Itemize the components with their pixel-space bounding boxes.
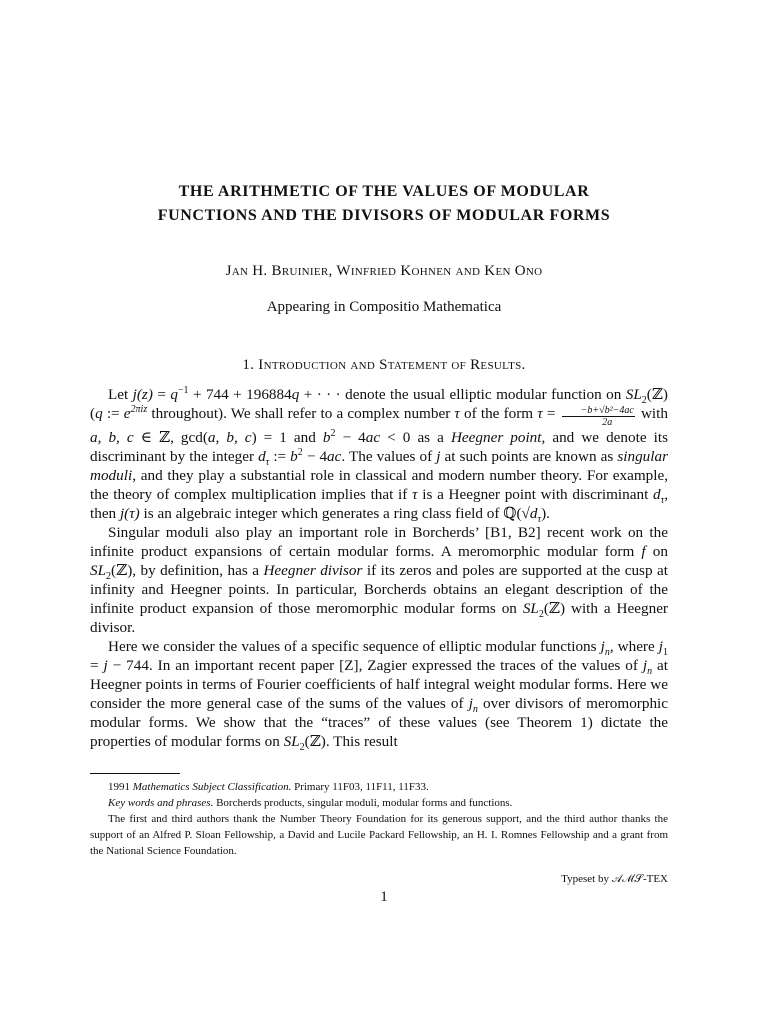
term-heegner-point: Heegner point: [450, 429, 542, 446]
text: Here we consider the values of a specific sequence of elliptic modular functions: [108, 638, 601, 655]
fraction-numerator: −b+√b²−4ac: [562, 405, 635, 417]
text: throughout). We shall refer to a complex number: [147, 405, 455, 422]
text: − 4: [302, 448, 328, 465]
page-number: 1: [380, 889, 388, 905]
text: < 0 as a: [380, 429, 451, 446]
body-text: [90, 384, 668, 754]
text: ).: [541, 505, 550, 522]
typeset-note: Typeset by 𝒜ℳ𝒮-TEX: [561, 873, 668, 885]
math: SL: [90, 562, 107, 579]
paragraph-3: [90, 637, 668, 754]
text: (ℤ), by definition, has a: [111, 562, 264, 579]
math: j: [600, 638, 605, 655]
math: j(z): [132, 386, 153, 403]
text: − 744. In an important recent paper [Z], Zagier expressed the traces of the values of: [107, 657, 643, 674]
paragraph-2: [90, 523, 668, 637]
footnote-label: Mathematics Subject Classification.: [132, 781, 292, 793]
math-subscript: 2: [538, 609, 544, 621]
text: Borcherds products, singular moduli, modular forms and functions.: [213, 797, 513, 809]
term-heegner-divisor: Heegner divisor: [263, 562, 363, 579]
math-subscript: τ: [537, 514, 542, 526]
text: + 744 + 196884: [188, 386, 292, 403]
math-subscript: 1: [663, 647, 668, 659]
text: =: [152, 386, 171, 403]
footnote-divider: [90, 773, 180, 774]
text: Singular moduli also play an important role in Borcherds’ [B1, B2] recent work on the infinite product expansions of certain modular forms. A meromorphic modular form: [90, 524, 668, 560]
text: (ℤ) (: [90, 386, 668, 422]
math: d: [529, 505, 538, 522]
text: , then: [90, 486, 668, 522]
math: q: [291, 386, 300, 403]
math: q: [170, 386, 178, 403]
text: ) = 1 and: [251, 429, 323, 446]
text: − 4: [335, 429, 366, 446]
math-subscript: 2: [641, 395, 647, 407]
fraction: [562, 405, 635, 428]
math-subscript: n: [647, 666, 653, 678]
text: of the form: [459, 405, 538, 422]
math-subscript: n: [604, 647, 610, 659]
text: , and they play a substantial role in classical and modern number theory. For example, the theory of complex multiplication implies that if: [90, 467, 668, 503]
math: j: [436, 448, 441, 465]
publication-note: Appearing in Compositio Mathematica: [266, 299, 502, 315]
text: :=: [102, 405, 124, 422]
math-exponent: 2: [330, 427, 336, 439]
text: + · · · denote the usual elliptic modular function on: [299, 386, 626, 403]
text: , and we denote its discriminant by the integer: [90, 429, 668, 465]
math: f: [641, 543, 646, 560]
text: on: [645, 543, 668, 560]
fraction-denominator: 2a: [602, 417, 613, 428]
text: at such points are known as: [440, 448, 618, 465]
math: SL: [625, 386, 642, 403]
math: τ: [454, 405, 460, 422]
math: d: [258, 448, 266, 465]
author-list: Jan H. Bruinier, Winfried Kohnen and Ken Ono: [225, 263, 543, 279]
text: with: [636, 405, 668, 422]
section-heading: 1. Introduction and Statement of Results.: [242, 357, 526, 373]
math: j: [103, 657, 108, 674]
math: e: [123, 405, 131, 422]
text: if its zeros and poles are supported at the cusp at infinity and Heegner points. In particular, Borcherds obtains an elegant description of the infinite product expansion of those meromorphic modular forms on: [90, 562, 668, 617]
math: j: [468, 695, 473, 712]
math: τ: [537, 405, 543, 422]
math: SL: [522, 600, 539, 617]
text: . The values of: [341, 448, 437, 465]
footnote-keywords: [90, 795, 668, 811]
text: over divisors of meromorphic modular forms. We show that the “traces” of these values (see Theorem 1) dictate the properties of modular forms on: [90, 695, 668, 750]
text: 1991: [108, 781, 133, 793]
text: ∈ ℤ, gcd(: [133, 429, 208, 446]
math-subscript: τ: [265, 457, 270, 469]
math: q: [95, 405, 103, 422]
paragraph-1: [90, 384, 668, 526]
text: :=: [269, 448, 291, 465]
paper-title: [90, 180, 678, 228]
math: τ: [412, 486, 418, 503]
text: (ℤ) with a Heegner divisor.: [90, 600, 668, 636]
footnotes: [90, 779, 668, 859]
math-subscript: 2: [299, 742, 305, 754]
text: =: [90, 657, 104, 674]
term-singular-moduli: singular moduli: [90, 448, 668, 484]
math-subscript: 2: [106, 571, 112, 583]
title-line-1: THE ARITHMETIC OF THE VALUES OF MODULAR: [178, 183, 590, 200]
math: SL: [283, 733, 300, 750]
text: (ℤ). This result: [304, 733, 398, 750]
math-exponent: −1: [177, 384, 189, 396]
math: a, b, c: [90, 429, 134, 446]
footnote-thanks: The first and third authors thank the Number Theory Foundation for its generous support, and the third author thanks the support of an Alfred P. Sloan Fellowship, a David and Lucile Packard Fellowship, an H. I. Romnes Fellowship and a grant from the National Science Foundation.: [90, 813, 668, 857]
text: at Heegner points in terms of Fourier coefficients of half integral weight modular forms. Here we consider the more general case of the sums of the values of: [90, 657, 668, 712]
math: ac: [327, 448, 342, 465]
math: ac: [365, 429, 381, 446]
text: Let: [108, 386, 133, 403]
title-line-2: FUNCTIONS AND THE DIVISORS OF MODULAR FORMS: [157, 207, 611, 224]
math-exponent: 2πiz: [130, 403, 148, 415]
math: j(τ): [119, 505, 140, 522]
math: b: [290, 448, 298, 465]
footnote-label: Key words and phrases.: [108, 797, 214, 809]
math: a, b, c: [207, 429, 252, 446]
math: j: [658, 638, 663, 655]
math: b: [322, 429, 331, 446]
text: =: [542, 405, 560, 422]
footnote-msc: [90, 779, 668, 795]
text: is a Heegner point with discriminant: [417, 486, 654, 503]
math-subscript: τ: [660, 495, 665, 507]
math-exponent: 2: [297, 446, 303, 458]
math-subscript: n: [472, 704, 478, 716]
text: Primary 11F03, 11F11, 11F33.: [291, 781, 429, 793]
text: , where: [609, 638, 659, 655]
math: j: [642, 657, 648, 674]
text: is an algebraic integer which generates a ring class field of ℚ(√: [139, 505, 530, 522]
math: d: [653, 486, 661, 503]
